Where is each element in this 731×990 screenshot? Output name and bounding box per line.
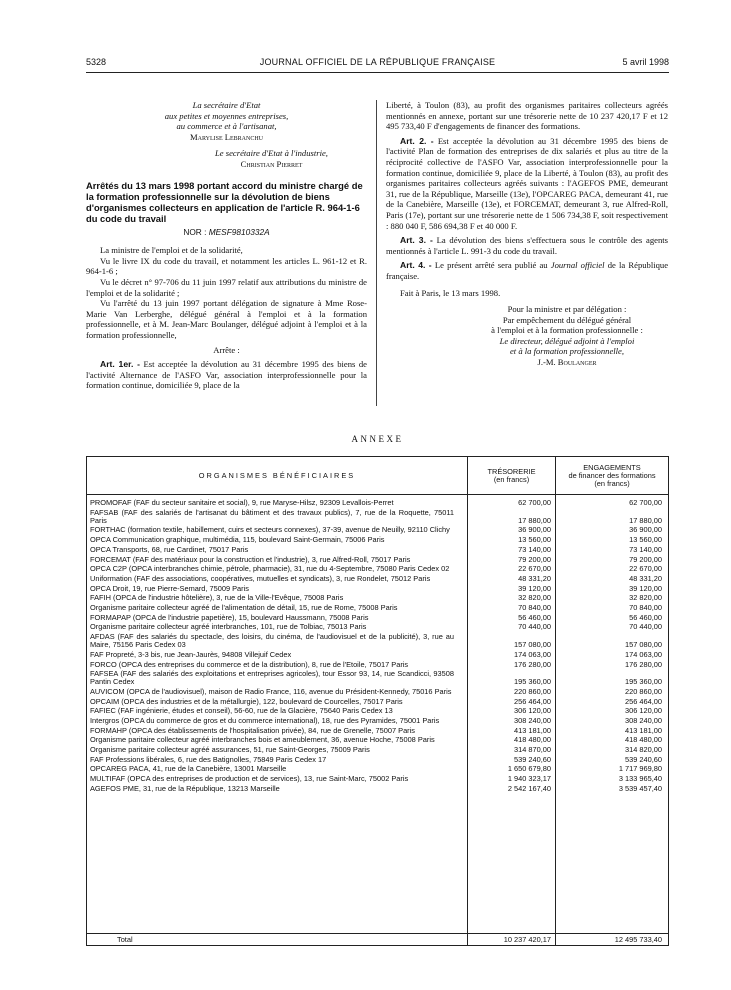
- organisme-cell: Organisme paritaire collecteur agréé de l'alimentation de détail, 15, rue de Rome, 75008 Paris: [90, 602, 398, 612]
- table-row: [87, 651, 668, 659]
- engagements-cell: 36 900,00: [629, 525, 662, 535]
- header-rule: [86, 72, 669, 73]
- organisme-cell: FAFIEC (FAF ingénierie, études et conseil), 56-60, rue de la Glacière, 75640 Paris Cedex 13: [90, 706, 393, 716]
- signature-title-industry: Le secrétaire d'Etat à l'industrie,: [215, 148, 328, 159]
- engagements-cell: 79 200,00: [629, 554, 662, 564]
- column-header-engagements: [555, 457, 668, 495]
- signature-title-line: La secrétaire d'Etat: [192, 100, 261, 110]
- article-3: [386, 235, 668, 256]
- paragraph: Vu l'arrêté du 13 juin 1997 portant délégation de signature à Mme Rose-Marie Van Lerberghe, délégué général à l'emploi et à la formation professionnelle, et à M. Jean-Marc Boulanger, délégué adjoint à l'emploi et à la formation professionnelle,: [86, 298, 367, 340]
- table-row: [87, 670, 668, 686]
- left-column: [86, 100, 367, 391]
- right-column: [386, 100, 668, 368]
- engagements-cell: 539 240,60: [625, 754, 662, 764]
- engagements-cell: 174 063,00: [625, 649, 662, 659]
- article-label: Art. 4. -: [400, 260, 432, 271]
- organisme-cell: Organisme paritaire collecteur agréé interbranches, 101, rue de Tolbiac, 75013 Paris: [90, 622, 367, 632]
- annexe-table: [86, 456, 669, 946]
- article-2: [386, 136, 668, 231]
- organisme-cell: OPCAREG PACA, 41, rue de la Canebière, 13001 Marseille: [90, 764, 287, 774]
- engagements-cell: 56 460,00: [629, 612, 662, 622]
- engagements-cell: 39 120,00: [629, 583, 662, 593]
- engagements-cell: 418 480,00: [625, 735, 662, 745]
- nor-label: NOR :: [183, 226, 207, 237]
- engagements-cell: 3 133 965,40: [618, 774, 662, 784]
- total-tresorerie: 10 237 420,17: [503, 935, 551, 944]
- organisme-cell: Uniformation (FAF des associations, coopératives, mutuelles et syndicats), 3, rue Rondelet, 75012 Paris: [90, 573, 431, 583]
- tresorerie-cell: 70 440,00: [518, 622, 551, 632]
- article-text: de la République française.: [386, 260, 669, 281]
- header-line: ENGAGEMENTS: [583, 462, 641, 472]
- annexe-title: ANNEXE: [351, 434, 404, 444]
- tresorerie-cell: 1 650 679,80: [507, 764, 551, 774]
- article-text: Est acceptée la dévolution au 31 décembre 1995 des biens de l'activité Alternance de l'ASFO Var, association interprofessionnelle pour la formation continue, domiciliée 9, place de la: [86, 359, 367, 391]
- signatory-name: J.-M. Boulanger: [537, 357, 597, 368]
- engagements-cell: 73 140,00: [629, 544, 662, 554]
- table-row: [87, 546, 668, 554]
- organisme-cell: OPCA Droit, 19, rue Pierre-Semard, 75009 Paris: [90, 583, 249, 593]
- engagements-cell: 70 840,00: [629, 602, 662, 612]
- nor-reference: [86, 227, 367, 238]
- table-row: [87, 614, 668, 622]
- tresorerie-cell: 413 181,00: [514, 725, 551, 735]
- engagements-cell: 62 700,00: [629, 498, 662, 507]
- article-1-continued: Liberté, à Toulon (83), au profit des organismes paritaires collecteurs agréés mentionnés en annexe, portant sur une trésorerie nette de 10 237 420,17 F et 12 495 733,40 F d'engagements de financer des formations.: [386, 100, 668, 132]
- table-row: [87, 746, 668, 754]
- tresorerie-cell: 32 820,00: [518, 593, 551, 603]
- engagements-cell: 157 080,00: [625, 640, 662, 650]
- organisme-cell: AUVICOM (OPCA de l'audiovisuel), maison de Radio France, 116, avenue du Président-Kennedy, 75016 Paris: [90, 686, 452, 696]
- organisme-cell: PROMOFAF (FAF du secteur sanitaire et social), 9, rue Maryse-Hilsz, 92309 Levallois-Perret: [90, 498, 394, 507]
- tresorerie-cell: 22 670,00: [518, 564, 551, 574]
- tresorerie-cell: 314 870,00: [514, 745, 551, 755]
- signatory-name: Christian Pierret: [240, 158, 303, 169]
- engagements-cell: 256 464,00: [625, 696, 662, 706]
- signature-title-line: aux petites et moyennes entreprises,: [164, 110, 289, 121]
- page-header: [86, 57, 669, 73]
- organisme-cell: OPCA Communication graphique, multimédia, 115, boulevard Saint-Germain, 75006 Paris: [90, 535, 385, 545]
- engagements-cell: 22 670,00: [629, 564, 662, 574]
- table-row: [87, 661, 668, 669]
- page-number: 5328: [86, 57, 107, 67]
- table-row: [87, 785, 668, 793]
- table-row: [87, 604, 668, 612]
- signature-block-pme: [86, 100, 367, 132]
- signature-line: à l'emploi et à la formation professionnelle :: [491, 325, 643, 336]
- table-row: [87, 736, 668, 744]
- paragraph: Vu le livre IX du code du travail, et notamment les articles L. 961-12 et R. 964-1-6 ;: [86, 255, 367, 277]
- header-line: (en francs): [493, 474, 530, 484]
- engagements-cell: 220 860,00: [625, 686, 662, 696]
- signature-title-line: au commerce et à l'artisanat,: [176, 121, 277, 132]
- tresorerie-cell: 13 560,00: [518, 535, 551, 545]
- engagements-cell: 3 539 457,40: [618, 783, 662, 793]
- organisme-cell: OPCAIM (OPCA des industries et de la métallurgie), 122, boulevard de Courcelles, 75017 Paris: [90, 696, 403, 706]
- tresorerie-cell: 73 140,00: [518, 544, 551, 554]
- engagements-cell: 314 820,00: [625, 745, 662, 755]
- table-row: [87, 565, 668, 573]
- organisme-cell: AFDAS (FAF des salariés du spectacle, des loisirs, du cinéma, de l'audiovisuel et de la publicité), 3, rue au Maire, 75156 Paris Cedex 03: [90, 632, 454, 650]
- engagements-cell: 32 820,00: [629, 593, 662, 603]
- article-label: Art. 3. -: [400, 235, 433, 246]
- tresorerie-cell: 176 280,00: [514, 659, 551, 669]
- organisme-cell: FAF Professions libérales, 6, rue des Batignolles, 75849 Paris Cedex 17: [90, 754, 327, 764]
- header-line: de financer des formations: [568, 470, 656, 480]
- organisme-cell: Organisme paritaire collecteur agréé interbranches bois et ameublement, 36, avenue Hoche, 75008 Paris: [90, 735, 435, 745]
- signed-at: Fait à Paris, le 13 mars 1998.: [400, 287, 501, 298]
- article-label: Art. 2. -: [400, 135, 434, 146]
- tresorerie-cell: 220 860,00: [514, 686, 551, 696]
- journal-title: JOURNAL OFFICIEL DE LA RÉPUBLIQUE FRANÇAISE: [259, 57, 496, 67]
- table-row: [87, 585, 668, 593]
- tresorerie-cell: 1 940 323,17: [507, 774, 551, 784]
- total-separator: [87, 933, 668, 934]
- article-label: Art. 1er. -: [100, 359, 140, 370]
- organisme-cell: Intergros (OPCA du commerce de gros et du commerce international), 18, rue des Pyramides, 75001 Paris: [90, 716, 440, 726]
- engagements-cell: 306 120,00: [625, 706, 662, 716]
- article-1: [86, 359, 367, 391]
- tresorerie-cell: 256 464,00: [514, 696, 551, 706]
- total-label: Total: [117, 935, 133, 944]
- engagements-cell: 48 331,20: [629, 573, 662, 583]
- table-row: [87, 575, 668, 583]
- table-row: [87, 707, 668, 715]
- column-header-organismes: ORGANISMES BÉNÉFICIAIRES: [87, 457, 467, 495]
- organisme-cell: Organisme paritaire collecteur agréé assurances, 51, rue Saint-Georges, 75009 Paris: [90, 745, 370, 755]
- tresorerie-cell: 539 240,60: [514, 754, 551, 764]
- engagements-cell: 195 360,00: [625, 677, 662, 687]
- table-row: [87, 623, 668, 631]
- tresorerie-cell: 62 700,00: [518, 498, 551, 507]
- signatory-name: Marylise Lebranchu: [189, 131, 264, 142]
- engagements-cell: 413 181,00: [625, 725, 662, 735]
- organisme-cell: OPCA Transports, 68, rue Cardinet, 75017 Paris: [90, 544, 249, 554]
- tresorerie-cell: 17 880,00: [518, 515, 551, 525]
- article-text: La dévolution des biens s'effectuera sous le contrôle des agents mentionnés à l'article L. 991-3 du code du travail.: [386, 235, 668, 256]
- total-row: [87, 935, 668, 944]
- table-row: [87, 509, 668, 525]
- table-row: [87, 765, 668, 773]
- signature-line: Par empêchement du délégué général: [502, 314, 632, 325]
- organisme-cell: FORCEMAT (FAF des matériaux pour la construction et l'industrie), 3, rue Alfred-Roll, 75017 Paris: [90, 554, 411, 564]
- article-text: Le présent arrêté sera publié au: [434, 260, 548, 271]
- table-row: [87, 499, 668, 507]
- organisme-cell: AGEFOS PME, 31, rue de la République, 13213 Marseille: [90, 783, 280, 793]
- organisme-cell: FAFIH (OPCA de l'industrie hôtelière), 3, rue de la Ville-l'Evêque, 75008 Paris: [90, 593, 344, 603]
- column-header-tresorerie: [467, 457, 555, 495]
- organisme-cell: FAFSAB (FAF des salariés de l'artisanat du bâtiment et des travaux publics), 7, rue de la Roquette, 75011 Paris: [90, 507, 454, 525]
- tresorerie-cell: 157 080,00: [514, 640, 551, 650]
- tresorerie-cell: 2 542 167,40: [507, 783, 551, 793]
- table-row: [87, 756, 668, 764]
- publication-date: 5 avril 1998: [622, 57, 669, 67]
- table-row: [87, 698, 668, 706]
- arrete-heading: Arrête :: [213, 344, 240, 355]
- nor-code: MESF9810332A: [208, 226, 270, 237]
- column-divider: [376, 100, 377, 406]
- table-row: [87, 594, 668, 602]
- organisme-cell: FAF Propreté, 3-3 bis, rue Jean-Jaurès, 94808 Villejuif Cedex: [90, 649, 292, 659]
- engagements-cell: 176 280,00: [625, 659, 662, 669]
- organisme-cell: FORCO (OPCA des entreprises du commerce et de la distribution), 8, rue de l'Etoile, 75017 Paris: [90, 659, 409, 669]
- table-row: [87, 536, 668, 544]
- engagements-cell: 17 880,00: [629, 515, 662, 525]
- table-row: [87, 717, 668, 725]
- signature-line: Le directeur, délégué adjoint à l'emploi: [499, 335, 635, 346]
- table-row: [87, 688, 668, 696]
- header-line: (en francs): [594, 478, 630, 488]
- table-row: [87, 556, 668, 564]
- engagements-cell: 308 240,00: [625, 716, 662, 726]
- paragraph: La ministre de l'emploi et de la solidarité,: [100, 245, 243, 256]
- table-row: [87, 633, 668, 649]
- article-4: [386, 260, 668, 281]
- engagements-cell: 70 440,00: [629, 622, 662, 632]
- tresorerie-cell: 306 120,00: [514, 706, 551, 716]
- header-line: TRÉSORERIE: [487, 466, 536, 476]
- tresorerie-cell: 39 120,00: [518, 583, 551, 593]
- table-row: [87, 727, 668, 735]
- organisme-cell: FORTHAC (formation textile, habillement, cuirs et secteurs connexes), 37-39, avenue de Neuilly, 92110 Clichy: [90, 525, 450, 535]
- table-row: [87, 526, 668, 534]
- total-engagements: 12 495 733,40: [614, 935, 662, 944]
- decree-title: Arrêtés du 13 mars 1998 portant accord du ministre chargé de la formation professionnelle sur la dévolution de biens d'organismes collecteurs en application de l'article R. 964-1-6 du code du travail: [86, 179, 363, 224]
- article-text: Est acceptée la dévolution au 31 décembre 1995 des biens de l'activité Plan de formation des entreprises de dix salariés et plus au titre de la réciprocité collective de l'ASFO Var, association interprofessionnelle pour la formation continue, domiciliée 9, place de la Liberté, à Toulon (83), au profit des organismes paritaires collecteurs agréés suivants : l'AGEFOS PME, demeurant 31, rue de la République, Marseille (13e), l'OPCAREG PACA, demeurant 41, rue de la Canebière, Marseille (13e), et FORCEMAT, demeurant 3, rue Alfred-Roll, Paris (17e), portant sur une trésorerie nette de 1 506 734,38 F, soit respectivement : 880 040 F, 586 694,38 F et 40 000 F.: [386, 135, 668, 231]
- tresorerie-cell: 174 063,00: [514, 649, 551, 659]
- journal-reference: Journal officiel: [550, 260, 605, 271]
- organisme-cell: OPCA C2P (OPCA interbranches chimie, pétrole, pharmacie), 31, rue du 4-Septembre, 75080 Paris Cedex 02: [90, 564, 450, 574]
- table-row: [87, 775, 668, 783]
- tresorerie-cell: 79 200,00: [518, 554, 551, 564]
- table-body: [87, 499, 668, 795]
- organisme-cell: FORMAHP (OPCA des établissements de l'hospitalisation privée), 84, rue de Grenelle, 75007 Paris: [90, 725, 415, 735]
- signature-line: Pour la ministre et par délégation :: [507, 304, 627, 315]
- tresorerie-cell: 36 900,00: [518, 525, 551, 535]
- organisme-cell: MULTIFAF (OPCA des entreprises de production et de services), 13, rue Saint-Marc, 75002 Paris: [90, 774, 409, 784]
- tresorerie-cell: 70 840,00: [518, 602, 551, 612]
- signature-line: et à la formation professionnelle,: [509, 346, 625, 357]
- tresorerie-cell: 48 331,20: [518, 573, 551, 583]
- tresorerie-cell: 56 460,00: [518, 612, 551, 622]
- organisme-cell: FORMAPAP (OPCA de l'industrie papetière), 15, boulevard Haussmann, 75008 Paris: [90, 612, 369, 622]
- tresorerie-cell: 195 360,00: [514, 677, 551, 687]
- tresorerie-cell: 418 480,00: [514, 735, 551, 745]
- paragraph: Vu le décret n° 97-706 du 11 juin 1997 relatif aux attributions du ministre de l'emploi et de la solidarité ;: [86, 276, 367, 298]
- engagements-cell: 1 717 969,80: [618, 764, 662, 774]
- organisme-cell: FAFSEA (FAF des salariés des exploitations et entreprises agricoles), tour Essor 93, 14, rue Scandicci, 93508 Pantin Cedex: [90, 669, 454, 687]
- engagements-cell: 13 560,00: [629, 535, 662, 545]
- tresorerie-cell: 308 240,00: [514, 716, 551, 726]
